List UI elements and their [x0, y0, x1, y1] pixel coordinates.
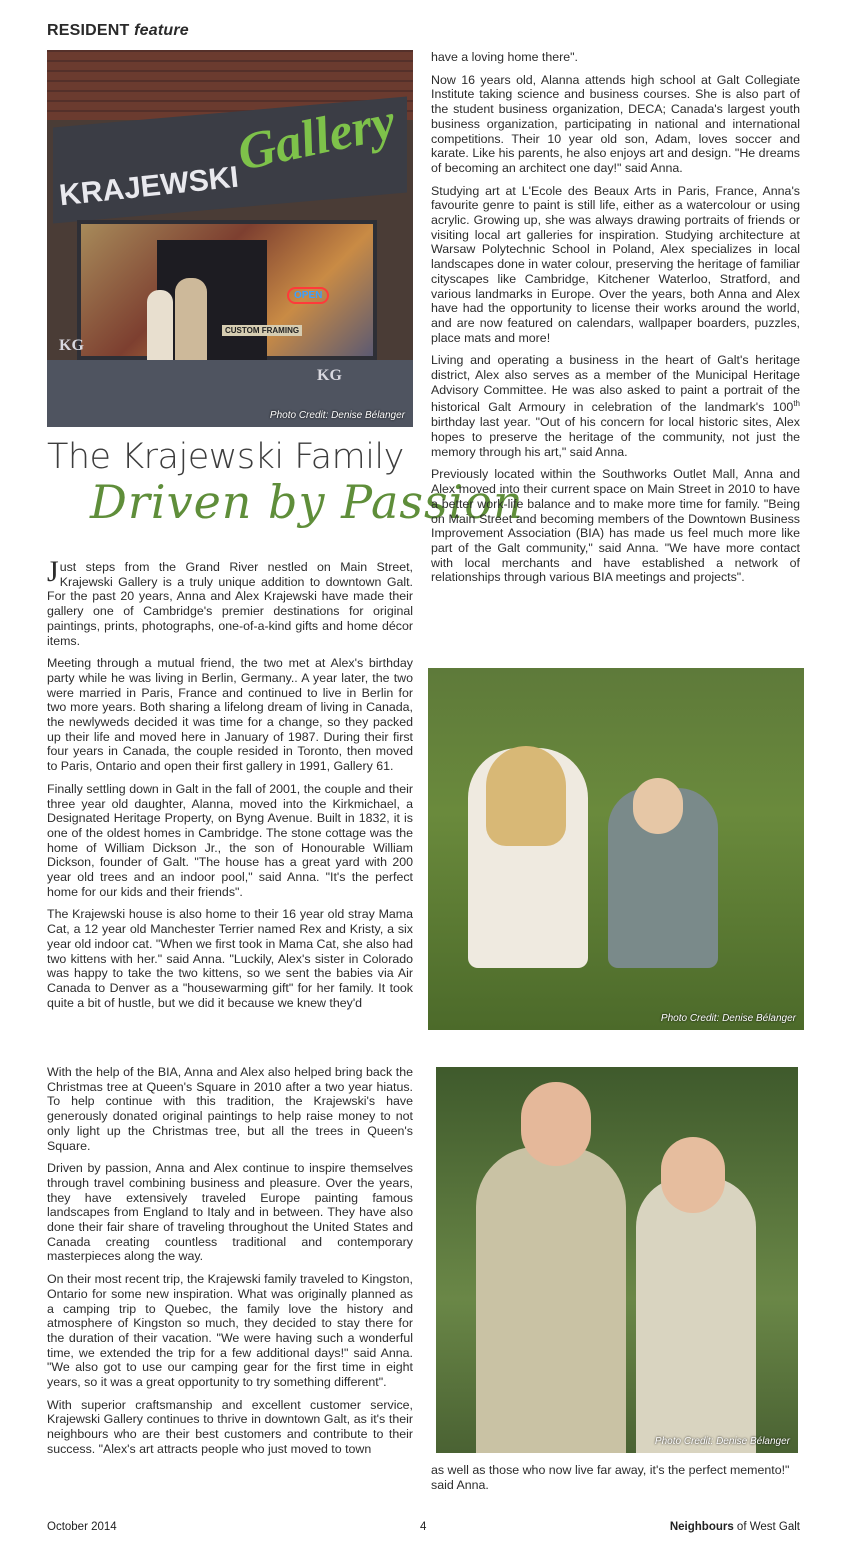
article-column-4: [431, 1463, 800, 1500]
paragraph: Now 16 years old, Alanna attends high school at Galt Collegiate Institute taking science and business courses. She is also part of the student business organization, DECA; Canada's largest youth business organization, participating in national and international competitions. Their 10 year old son, Adam, loves soccer and karate. Like his parents, he also enjoys art and design. "He dreams of becoming an architect one day!" said Anna.: [431, 72, 800, 175]
photo-credit: Photo Credit: Denise Bélanger: [654, 1436, 790, 1447]
paragraph: The Krajewski house is also home to their 16 year old stray Mama Cat, a 12 year old Manchester Terrier named Rex and Kristy, a six year old indoor cat. "When we first took in Mama Cat, she also had two kittens with her." said Anna. "Luckily, Alex's sister in Colorado was happy to take the two kittens, so we sent the babies via Air Canada to Denver as a "housewarming gift" for her family. It took quite a bit of hustle, but we did it because we knew they'd: [47, 907, 413, 1010]
section-label-italic: feature: [134, 22, 189, 39]
paragraph-text: birthday last year. "Out of his concern for local historic sites, Alex hopes to preserve the heritage of the community, not just the memory through his art," said Anna.: [431, 415, 800, 459]
monogram-left: KG: [59, 337, 84, 354]
sign-text: KRAJEWSKI: [57, 160, 241, 213]
paragraph: With the help of the BIA, Anna and Alex also helped bring back the Christmas tree at Queen's Square in 2010 after a two year hiatus. To help continue with this tradition, the Krajewski's have generously donated original paintings to help raise money to not only light up the Christmas tree, but all the trees in Queen's Square.: [47, 1065, 413, 1153]
paragraph: [431, 353, 800, 459]
paragraph: Driven by passion, Anna and Alex continue to inspire themselves through travel combining business and pleasure. Over the years, they have extensively traveled Europe painting famous landscapes from England to Italy and in between. They have also done their fair share of traveling throughout the United States and Canada creating countless traditional and contemporary masterpieces along the way.: [47, 1161, 413, 1264]
article-column-1: [47, 555, 413, 1018]
publication-name: [670, 1521, 800, 1533]
paragraph: On their most recent trip, the Krajewski family traveled to Kingston, Ontario for some new inspiration. What was originally planned as a camping trip to Quebec, the family love the history and atmosphere of Kingston so much, they decided to stay there for the duration of their vacation. "We were having such a wonderful time, we extended the trip for a few additional days!" said Anna. "We also got to use our camping gear for the first time in eight years, so it was a great opportunity to try something different".: [47, 1272, 413, 1390]
custom-framing-sign: CUSTOM FRAMING: [222, 325, 302, 336]
paragraph-text: Living and operating a business in the heart of Galt's heritage district, Alex also serves as a member of the Municipal Heritage Advisory Committee. He was also asked to paint a portrait of the historical Galt Armoury in celebration of the landmark's 100: [431, 353, 800, 415]
paragraph: as well as those who now live far away, it's the perfect memento!" said Anna.: [431, 1463, 790, 1492]
page-number: 4: [420, 1521, 427, 1533]
paragraph: [47, 555, 413, 648]
drop-cap: J: [47, 555, 59, 588]
woman-head: [661, 1137, 725, 1213]
publication-name-rest: of West Galt: [733, 1521, 800, 1533]
open-sign: OPEN: [287, 287, 329, 304]
superscript: th: [793, 399, 800, 409]
gallery-storefront-photo: [47, 50, 413, 427]
section-header: [47, 22, 189, 40]
paragraph-text: ust steps from the Grand River nestled on Main Street, Krajewski Gallery is a truly unique addition to downtown Galt. For the past 20 years, Anna and Alex Krajewski have made their gallery one of Cambridge's premier destinations for original paintings, prints, photographs, one-of-a-kind gifts and home décor items.: [47, 560, 413, 648]
photo-credit: Photo Credit: Denise Bélanger: [660, 1013, 796, 1024]
publication-name-bold: Neighbours: [669, 1521, 734, 1533]
section-label: RESIDENT: [47, 22, 130, 39]
paragraph: With superior craftsmanship and excellent customer service, Krajewski Gallery continues to thrive in downtown Galt, as it's their neighbours who are their best customers and contribute to their success. "Alex's art attracts people who just moved to town: [47, 1397, 413, 1456]
kids-photo: [428, 668, 804, 1030]
paragraph: Meeting through a mutual friend, the two met at Alex's birthday party while he was living in Berlin, Germany.. A year later, the two were married in Paris, France and continued to live in Berlin for two more years. Both sharing a lifelong dream of living in Canada, the newlyweds decided it was time for a change, so they packed up their life and moved here in January of 1987. During their first four years in Canada, the couple resided in Toronto, then moved to Paris, Ontario and open their first gallery in 1991, Gallery 61.: [47, 656, 413, 774]
man-figure: [476, 1147, 626, 1453]
issue-date: October 2014: [47, 1521, 117, 1533]
woman-figure: [636, 1177, 756, 1453]
article-title: The Krajewski Family: [47, 437, 404, 477]
girl-hair: [486, 746, 566, 846]
article-column-3: [431, 50, 800, 593]
boy-head: [633, 778, 683, 834]
sign-script: Gallery: [232, 93, 401, 182]
article-subtitle: Driven by Passion: [90, 475, 524, 529]
article-column-2: [47, 1065, 413, 1465]
paragraph: have a loving home there".: [431, 50, 578, 64]
parents-photo: [436, 1067, 798, 1453]
paragraph: Previously located within the Southworks Outlet Mall, Anna and Alex moved into their current space on Main Street in 2010 to have a better work-life balance and to make more time for family. "Being on Main Street and becoming members of the Downtown Business Improvement Association (BIA) has made us feel much more like part of the Galt community," said Anna. "We have more contact with local merchants and have established a network of relationships through various BIA meetings and projects".: [431, 467, 800, 585]
paragraph: Studying art at L'Ecole des Beaux Arts in Paris, France, Anna's favourite genre to paint is still life, either as a watercolour or using acrylic. Growing up, she was always drawing portraits of friends or visiting local art galleries for inspiration. Studying architecture at Warsaw Polytechnic School in Poland, Alex specializes in local landscapes done in water colour, preserving the heritage of familiar cityscapes like Cambridge, Kitchener Waterloo, Stratford, and various landmarks in Europe. Over the years, both Anna and Alex have had the opportunity to license their works around the world, and are now featured on calendars, wallpaper boarders, puzzles, place mats and more!: [431, 183, 800, 345]
paragraph: Finally settling down in Galt in the fall of 2001, the couple and their three year old daughter, Alanna, moved into the Kirkmichael, a Designated Heritage Property, on Byng Avenue. Built in 1832, it is one of the oldest homes in Cambridge. The stone cottage was the home of William Dickson Jr., the son of Honourable William Dickson, founder of Galt. "The house has a great yard with 200 year old trees and an indoor pool," said Anna. "It's the perfect home for our kids and their friends".: [47, 781, 413, 899]
monogram-right: KG: [317, 367, 342, 384]
photo-credit: Photo Credit: Denise Bélanger: [269, 410, 405, 421]
man-head: [521, 1082, 591, 1166]
